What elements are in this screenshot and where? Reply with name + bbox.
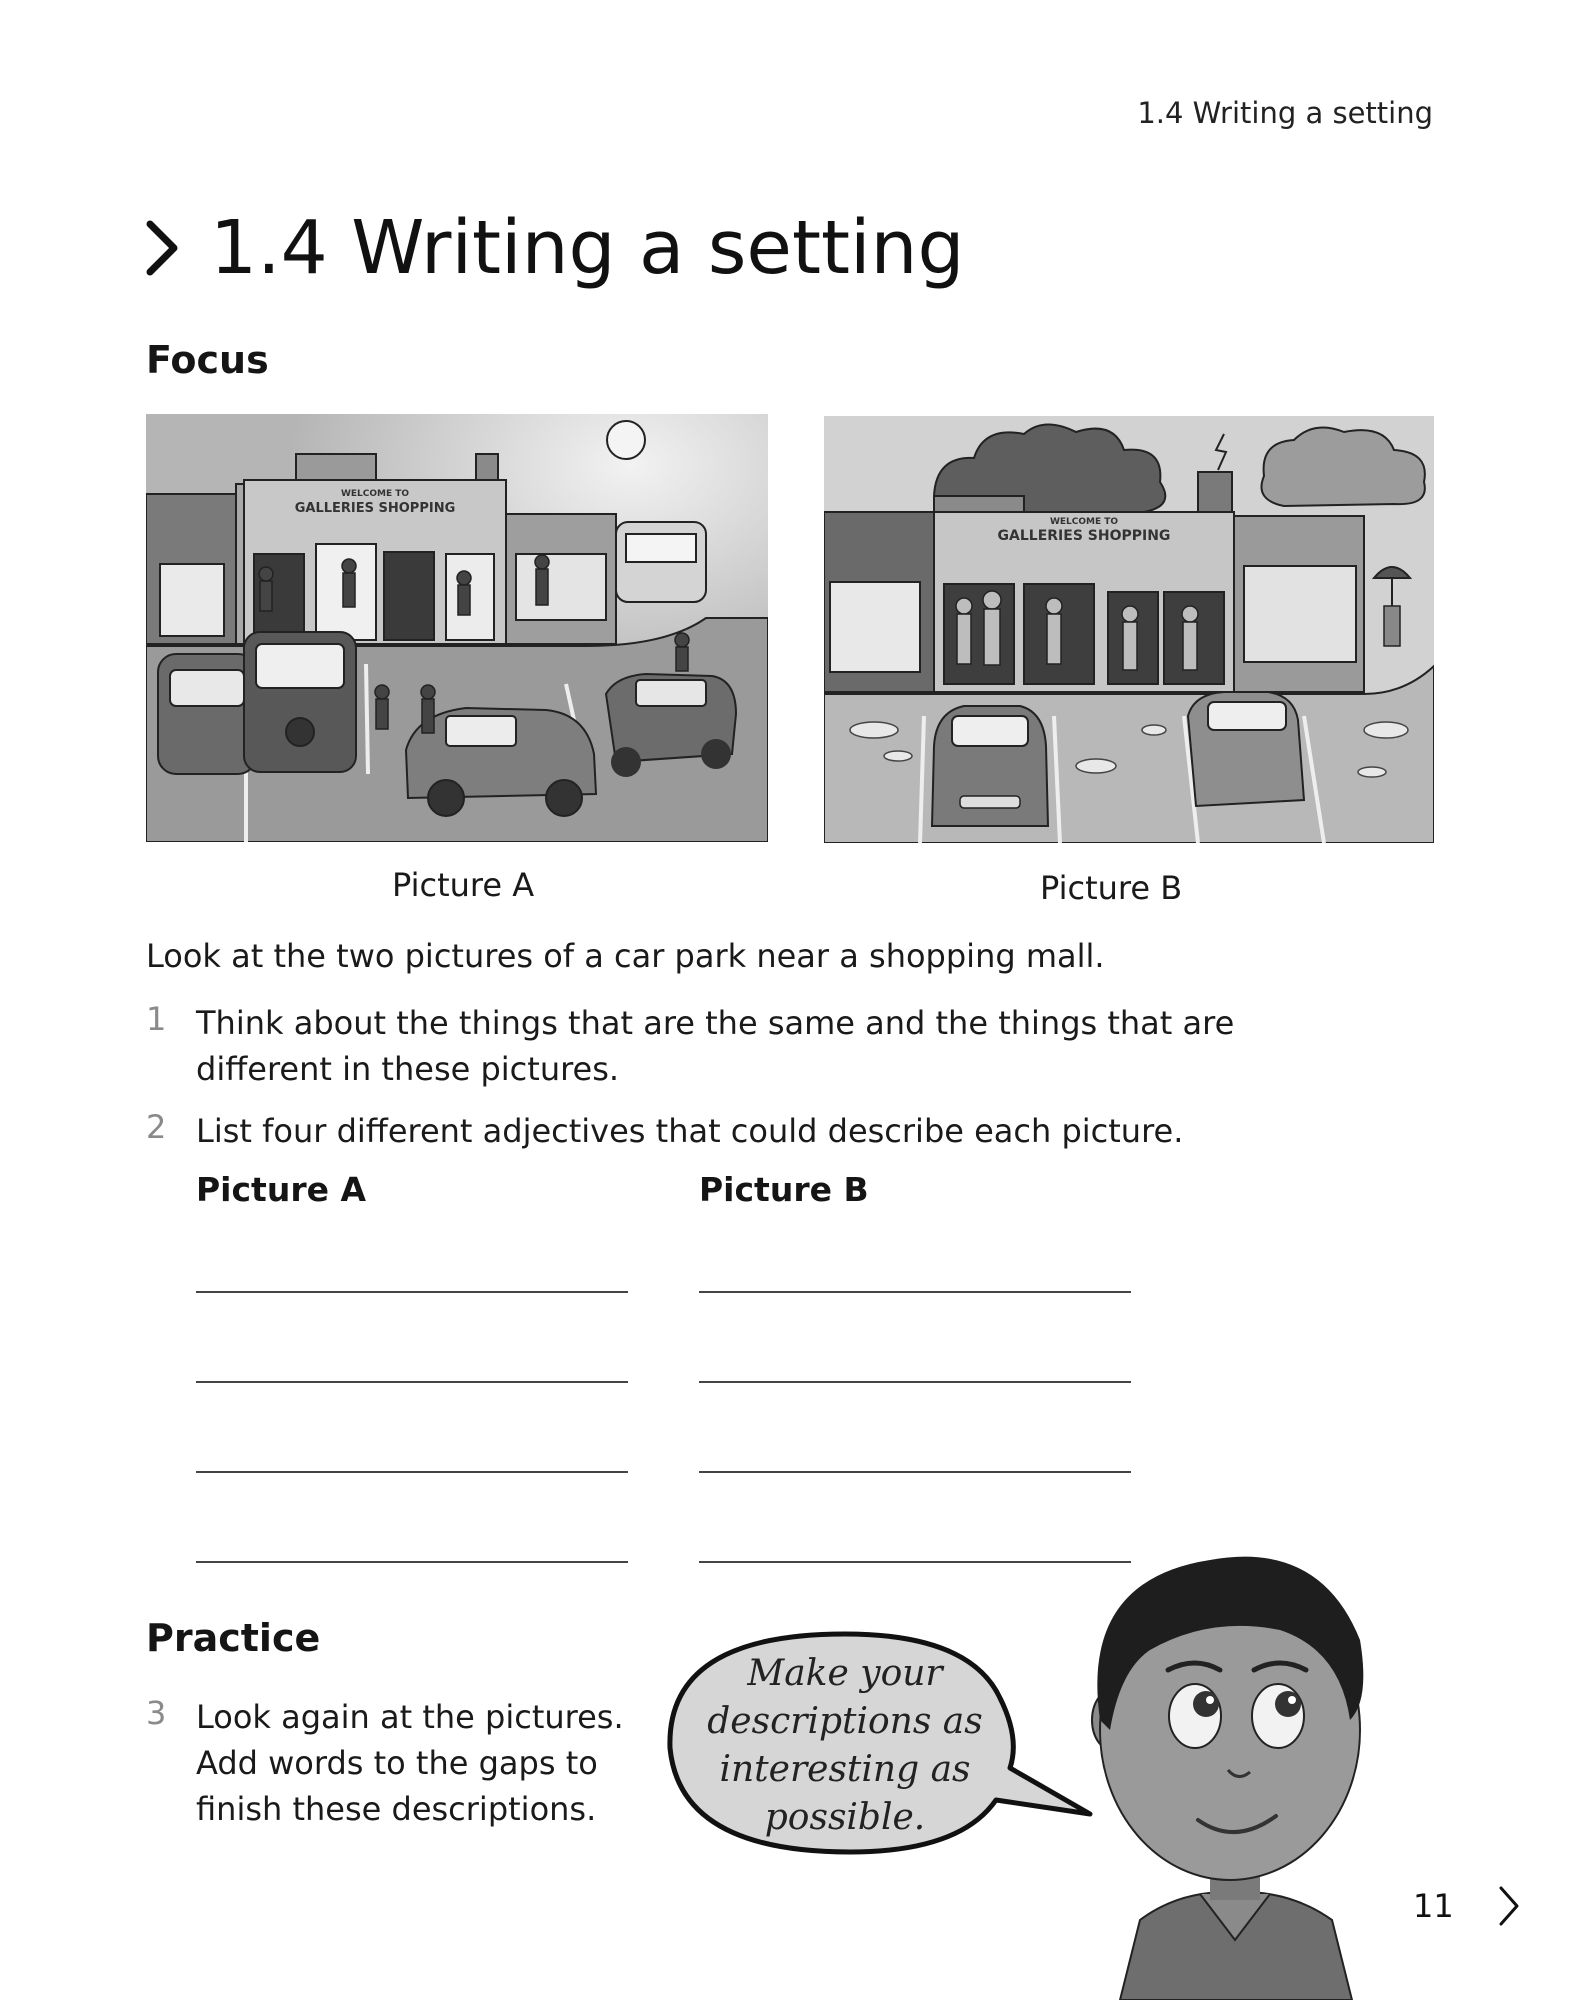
picture-a-sign-top: WELCOME TO — [340, 489, 410, 499]
boy-illustration — [1060, 1520, 1410, 2000]
picture-b-illustration — [824, 416, 1434, 843]
next-page-chevron-icon[interactable] — [1497, 1884, 1521, 1928]
practice-heading: Practice — [146, 1616, 321, 1660]
question-number: 2 — [146, 1108, 167, 1146]
picture-b-caption: Picture B — [1040, 869, 1183, 907]
answer-line-b-1[interactable] — [699, 1291, 1131, 1293]
page-title-row — [142, 205, 964, 291]
answer-line-a-4[interactable] — [196, 1561, 628, 1563]
picture-b-sign-top: WELCOME TO — [1049, 517, 1119, 527]
picture-a-caption: Picture A — [392, 866, 535, 904]
question-number: 3 — [146, 1694, 167, 1732]
picture-b-sign-main: GALLERIES SHOPPING — [997, 528, 1171, 544]
speech-bubble-text: Make your descriptions as interesting as possible. — [707, 1653, 983, 1838]
page-number: 11 — [1413, 1887, 1454, 1925]
answer-line-a-1[interactable] — [196, 1291, 628, 1293]
chevron-right-icon — [142, 218, 182, 278]
focus-intro-text: Look at the two pictures of a car park near a shopping mall. — [146, 937, 1105, 975]
question-text: Think about the things that are the same and the things that are different in these pictures. — [196, 1004, 1235, 1088]
picture-a-illustration — [146, 414, 768, 842]
answer-line-a-2[interactable] — [196, 1381, 628, 1383]
answer-line-a-3[interactable] — [196, 1471, 628, 1473]
picture-b-column-label: Picture B — [699, 1170, 869, 1209]
running-head: 1.4 Writing a setting — [1137, 96, 1433, 130]
answer-line-b-2[interactable] — [699, 1381, 1131, 1383]
picture-a-column-label: Picture A — [196, 1170, 367, 1209]
answer-line-b-3[interactable] — [699, 1471, 1131, 1473]
page-title: 1.4 Writing a setting — [210, 205, 965, 291]
picture-a-sign-main: GALLERIES SHOPPING — [294, 501, 456, 516]
focus-heading: Focus — [146, 338, 269, 382]
question-number: 1 — [146, 1000, 167, 1038]
question-text: List four different adjectives that could describe each picture. — [196, 1112, 1184, 1150]
question-text: Look again at the pictures. Add words to the gaps to finish these descriptions. — [196, 1698, 624, 1828]
